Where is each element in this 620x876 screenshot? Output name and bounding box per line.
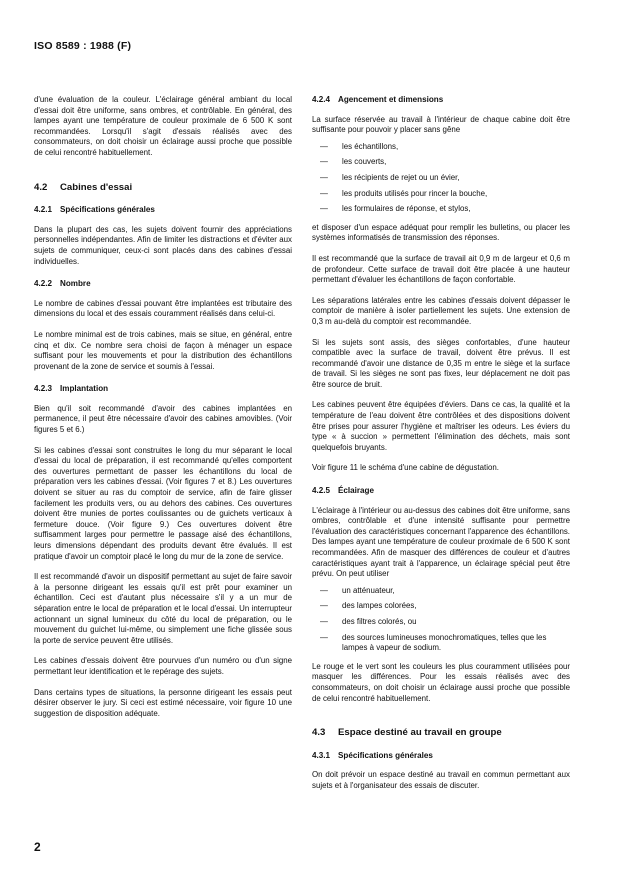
paragraph: Si les cabines d'essai sont construites le long du mur séparant le local d'essai du local de préparation, il est recommandé qu'elles comportent des ouvertures permettant de passer les échantillons du local de préparation vers les cabines d'essai. (Voir figures 7 et 8.) Les ouvertures doivent se situer au ras du comptoir de service, afin de faire glisser facilement les produits vers, ou au dehors des cabines. Ces ouvertures doivent être munies de portes coulissantes ou de guichets verticaux à fermeture douce. (Voir figure 9.) Ces ouvertures doivent être suffisamment larges pour permettre le passage aisé des échantillons, leurs dimensions dépendant des produits devant être évalués. Il est pratique d'avoir un comptoir placé le long du mur de la zone de service. (34, 445, 292, 561)
list-item: — des lampes colorées, (320, 601, 417, 611)
paragraph: Dans certains types de situations, la personne dirigeant les essais peut désirer observer le jury. Si ceci est estimé nécessaire, voir figure 10 une suggestion de disposition adéquate. (34, 687, 292, 718)
list-item: — les récipients de rejet ou un évier, (320, 172, 460, 182)
list-item: — les couverts, (320, 157, 387, 167)
paragraph: Le nombre de cabines d'essai pouvant être implantées est tributaire des dimensions du local et des essais couramment réalisés dans celui-ci. (34, 298, 292, 319)
section-title: Espace destiné au travail en groupe (338, 727, 502, 739)
list-item: — des sources lumineuses monochromatiques, telles que les lampes à vapeur de sodium. (320, 632, 547, 653)
paragraph: Les cabines peuvent être équipées d'éviers. Dans ce cas, la qualité et la température de l'eau doivent être contrôlées et des dispositions doivent être prises pour assurer l'hygiène et maîtriser les odeurs. Les éviers du type « à succion » permettent l'élimination des déchets, mais sont quelquefois bruyants. (312, 400, 570, 452)
paragraph: Dans la plupart des cas, les sujets doivent fournir des appréciations personnelles indépendantes. Afin de limiter les distractions et d'éviter aux sujets de communiquer, ceux-ci sont placés dans des cabines d'essai individuelles. (34, 224, 292, 266)
section-number: 4.2 (34, 181, 48, 193)
paragraph: Les cabines d'essais doivent être pourvues d'un numéro ou d'un signe permettant leur identification et le repérage des sujets. (34, 656, 292, 676)
dash-list (312, 142, 570, 215)
left-column (34, 95, 292, 729)
paragraph: Voir figure 11 le schéma d'une cabine de dégustation. (312, 463, 499, 473)
paragraph: Les séparations latérales entre les cabines d'essais doivent dépasser le comptoir de manière à isoler partiellement les sujets. Une extension de 0,3 m au-delà du comptoir est recommandée. (312, 295, 570, 326)
paragraph: Bien qu'il soit recommandé d'avoir des cabines implantées en permanence, il peut être nécessaire d'avoir des cabines amovibles. (Voir figures 5 et 6.) (34, 403, 292, 435)
section-number: 4.2.3 (34, 384, 53, 394)
paragraph: Le nombre minimal est de trois cabines, mais se situe, en général, entre cinq et dix. Ce nombre sera choisi de façon à ménager un espace suffisant pour les mouvements et pour la distribution des échantillons provenant de la zone de service et soumis à l'essai. (34, 329, 292, 371)
list-item: — un atténuateur, (320, 585, 395, 595)
section-number: 4.2.1 (34, 205, 53, 215)
paragraph: et disposer d'un espace adéquat pour remplir les bulletins, ou placer les systèmes informatisés de transmission des réponses. (312, 222, 570, 243)
list-item: — les produits utilisés pour rincer la bouche, (320, 188, 488, 198)
section-title: Agencement et dimensions (338, 95, 444, 104)
paragraph: Le rouge et le vert sont les couleurs les plus couramment utilisées pour masquer les différences. Pour les essais réalisés avec des consommateurs, on doit choisir un éclairage aussi proche que possible de celui rencontré habituellement. (312, 661, 570, 703)
section-number: 4.2.2 (34, 279, 53, 289)
paragraph: Il est recommandé que la surface de travail ait 0,9 m de largeur et 0,6 m de profondeur. Cette surface de travail doit être placée à une hauteur permettant d'évaluer les échantillons de façon confortable. (312, 253, 570, 285)
section-number: 4.2.5 (312, 486, 331, 496)
dash-list (312, 586, 570, 654)
section-number: 4.2.4 (312, 95, 331, 104)
section-number: 4.3 (312, 727, 326, 739)
section-title: Éclairage (338, 486, 374, 496)
section-title: Spécifications générales (338, 750, 433, 760)
page-number: 2 (34, 840, 41, 854)
paragraph: La surface réservée au travail à l'intérieur de chaque cabine doit être suffisante pour pouvoir y placer sans gêne (312, 114, 570, 135)
document-header: ISO 8589 : 1988 (F) (34, 40, 132, 52)
section-heading-4-2-2 (34, 279, 292, 290)
section-heading-4-2-1 (34, 205, 292, 216)
paragraph: Il est recommandé d'avoir un dispositif permettant au sujet de faire savoir à la personne dirigeant les essais qu'il est prêt pour examiner un échantillon. Ceci est d'autant plus nécessaire s'il y a un mur de séparation entre le local de préparation et le local d'essai. Un interrupteur actionnant un signal lumineux du côté du local de préparation, ou le mouvement du guichet lui-même, ou simplement une fiche glissée sous la porte de service peuvent être utilisés. (34, 572, 292, 645)
paragraph: On doit prévoir un espace destiné au travail en commun permettant aux sujets et à l'organisateur des essais de discuter. (312, 770, 570, 790)
list-item: — les formulaires de réponse, et stylos, (320, 204, 471, 214)
section-title: Nombre (60, 279, 91, 289)
paragraph: L'éclairage à l'intérieur ou au-dessus des cabines doit être uniforme, sans ombres, contrôlable et d'une intensité suffisante pour permettre l'évaluation des caractéristiques concernant l'apparence des échantillons. Des lampes ayant une température de couleur proximale de 6 500 K sont recommandées. Afin de masquer des différences de couleur et d'autres caractéristiques ayant trait à l'apparence, un éclairage spécial peut être prévu. On peut utiliser (312, 505, 570, 579)
paragraph: Si les sujets sont assis, des sièges confortables, d'une hauteur compatible avec la surface de travail, doivent être prévus. Il est recommandé d'avoir une distance de 0,35 m entre le siège et la surface de travail. Si les sièges ne sont pas fixes, leur déplacement ne doit pas être source de bruit. (312, 337, 570, 389)
list-item: — les échantillons, (320, 141, 399, 151)
section-heading-4-2-5 (312, 486, 570, 497)
list-item: — des filtres colorés, ou (320, 616, 417, 626)
section-heading-4-2-4 (312, 95, 570, 106)
section-number: 4.3.1 (312, 750, 331, 760)
section-heading-4-2-3 (34, 384, 292, 395)
paragraph: d'une évaluation de la couleur. L'éclairage général ambiant du local d'essai doit être uniforme, sans ombres, et contrôlable. En général, des lampes ayant une température de couleur proximale de 6 500 K sont recommandées. Lorsqu'il s'agit d'essais réalisés avec des consommateurs, on doit choisir un éclairage aussi proche que possible de celui rencontré habituellement. (34, 95, 292, 157)
section-heading-4-3-1 (312, 751, 570, 762)
section-title: Spécifications générales (60, 205, 155, 215)
section-heading-4-2 (34, 183, 292, 194)
right-column (312, 95, 570, 802)
section-title: Implantation (60, 384, 109, 394)
section-title: Cabines d'essai (60, 181, 133, 193)
section-heading-4-3 (312, 728, 570, 739)
